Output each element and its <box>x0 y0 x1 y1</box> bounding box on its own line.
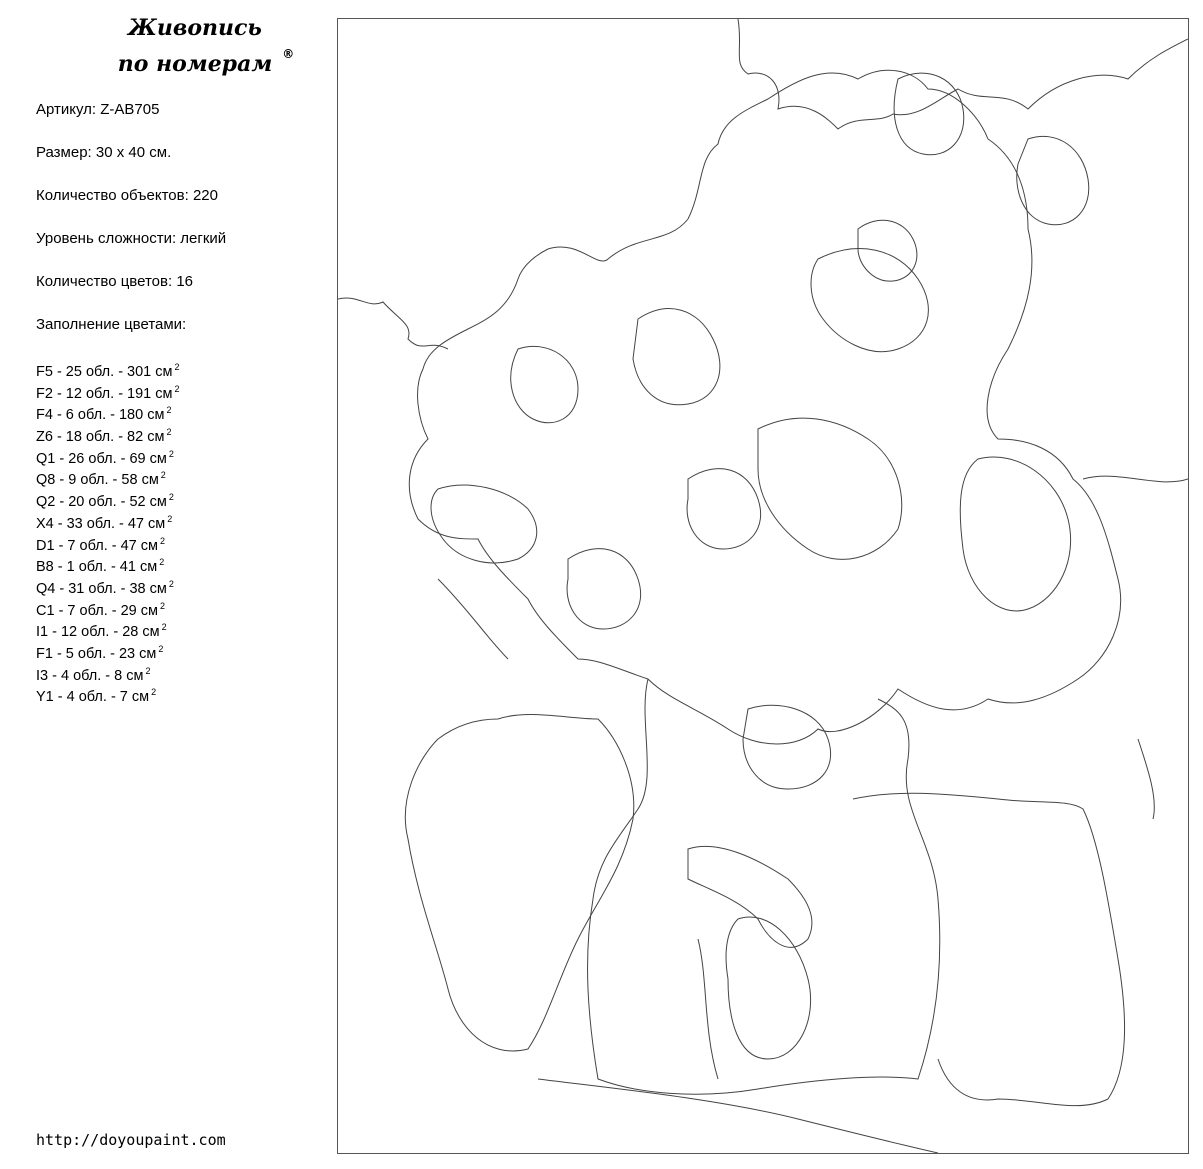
background-outline <box>1083 476 1188 482</box>
petal-outline <box>687 469 761 549</box>
petal-outline <box>858 220 917 281</box>
color-fill-item: Y1 - 4 обл. - 7 см $^2$ <box>36 687 157 706</box>
flower-outline-drawing <box>338 19 1188 1153</box>
brand-line-2-text: по номерам <box>117 51 273 77</box>
petal-outline <box>743 705 831 789</box>
color-fill-item: B8 - 1 обл. - 41 см $^2$ <box>36 557 165 576</box>
petal-outline <box>758 418 902 559</box>
background-outline <box>853 793 1125 1105</box>
vase-outline <box>698 939 718 1079</box>
petal-outline <box>811 249 928 352</box>
background-outline <box>1138 739 1154 819</box>
color-fill-item: F4 - 6 обл. - 180 см $^2$ <box>36 405 172 424</box>
petal-outline <box>1017 136 1089 224</box>
color-fill-item: Q2 - 20 обл. - 52 см $^2$ <box>36 492 174 511</box>
color-fill-item: C1 - 7 обл. - 29 см $^2$ <box>36 600 165 619</box>
color-fill-item: X4 - 33 обл. - 47 см $^2$ <box>36 513 173 532</box>
color-fill-item: F5 - 25 обл. - 301 см $^2$ <box>36 362 180 380</box>
vase-outline <box>588 679 940 1094</box>
spec-color-count: Количество цветов: 16 <box>36 273 193 290</box>
brand-title <box>100 10 295 82</box>
petal-outline <box>960 457 1070 611</box>
spec-size: Размер: 30 x 40 см. <box>36 144 172 161</box>
spec-color-fill-heading: Заполнение цветами: <box>36 316 187 333</box>
registered-mark: ® <box>282 47 295 61</box>
petal-outline <box>567 549 641 629</box>
background-outline <box>338 298 448 349</box>
color-fill-item: F1 - 5 обл. - 23 см $^2$ <box>36 643 164 662</box>
vase-outline <box>688 846 812 947</box>
spec-object-count: Количество объектов: 220 <box>36 187 218 204</box>
background-outline <box>438 579 508 659</box>
color-fill-item: F2 - 12 обл. - 191 см $^2$ <box>36 383 180 402</box>
petal-outline <box>511 346 578 422</box>
brand-line-2 <box>117 46 295 82</box>
coloring-canvas <box>337 18 1189 1154</box>
table-outline <box>538 1079 938 1153</box>
color-fill-item: I1 - 12 обл. - 28 см $^2$ <box>36 622 167 641</box>
color-fill-item: I3 - 4 обл. - 8 см $^2$ <box>36 665 151 684</box>
color-fill-item: Z6 - 18 обл. - 82 см $^2$ <box>36 427 172 446</box>
petal-outline <box>431 485 537 563</box>
color-fill-item: Q1 - 26 обл. - 69 см $^2$ <box>36 448 174 467</box>
flower-outline <box>409 70 1120 744</box>
background-outline <box>405 715 633 1051</box>
color-fill-item: Q4 - 31 обл. - 38 см $^2$ <box>36 578 174 597</box>
color-fill-item: D1 - 7 обл. - 47 см $^2$ <box>36 535 165 554</box>
color-fill-list <box>36 357 180 704</box>
website-url: http://doyoupaint.com <box>36 1131 226 1149</box>
brand-line-1: Живопись <box>128 15 262 41</box>
spec-article: Артикул: Z-AB705 <box>36 101 160 118</box>
petal-outline <box>633 309 720 405</box>
vase-outline <box>726 917 811 1059</box>
specs-list <box>36 99 226 357</box>
spec-difficulty: Уровень сложности: легкий <box>36 230 227 247</box>
petal-outline <box>894 73 964 155</box>
color-fill-item: Q8 - 9 обл. - 58 см $^2$ <box>36 470 166 489</box>
